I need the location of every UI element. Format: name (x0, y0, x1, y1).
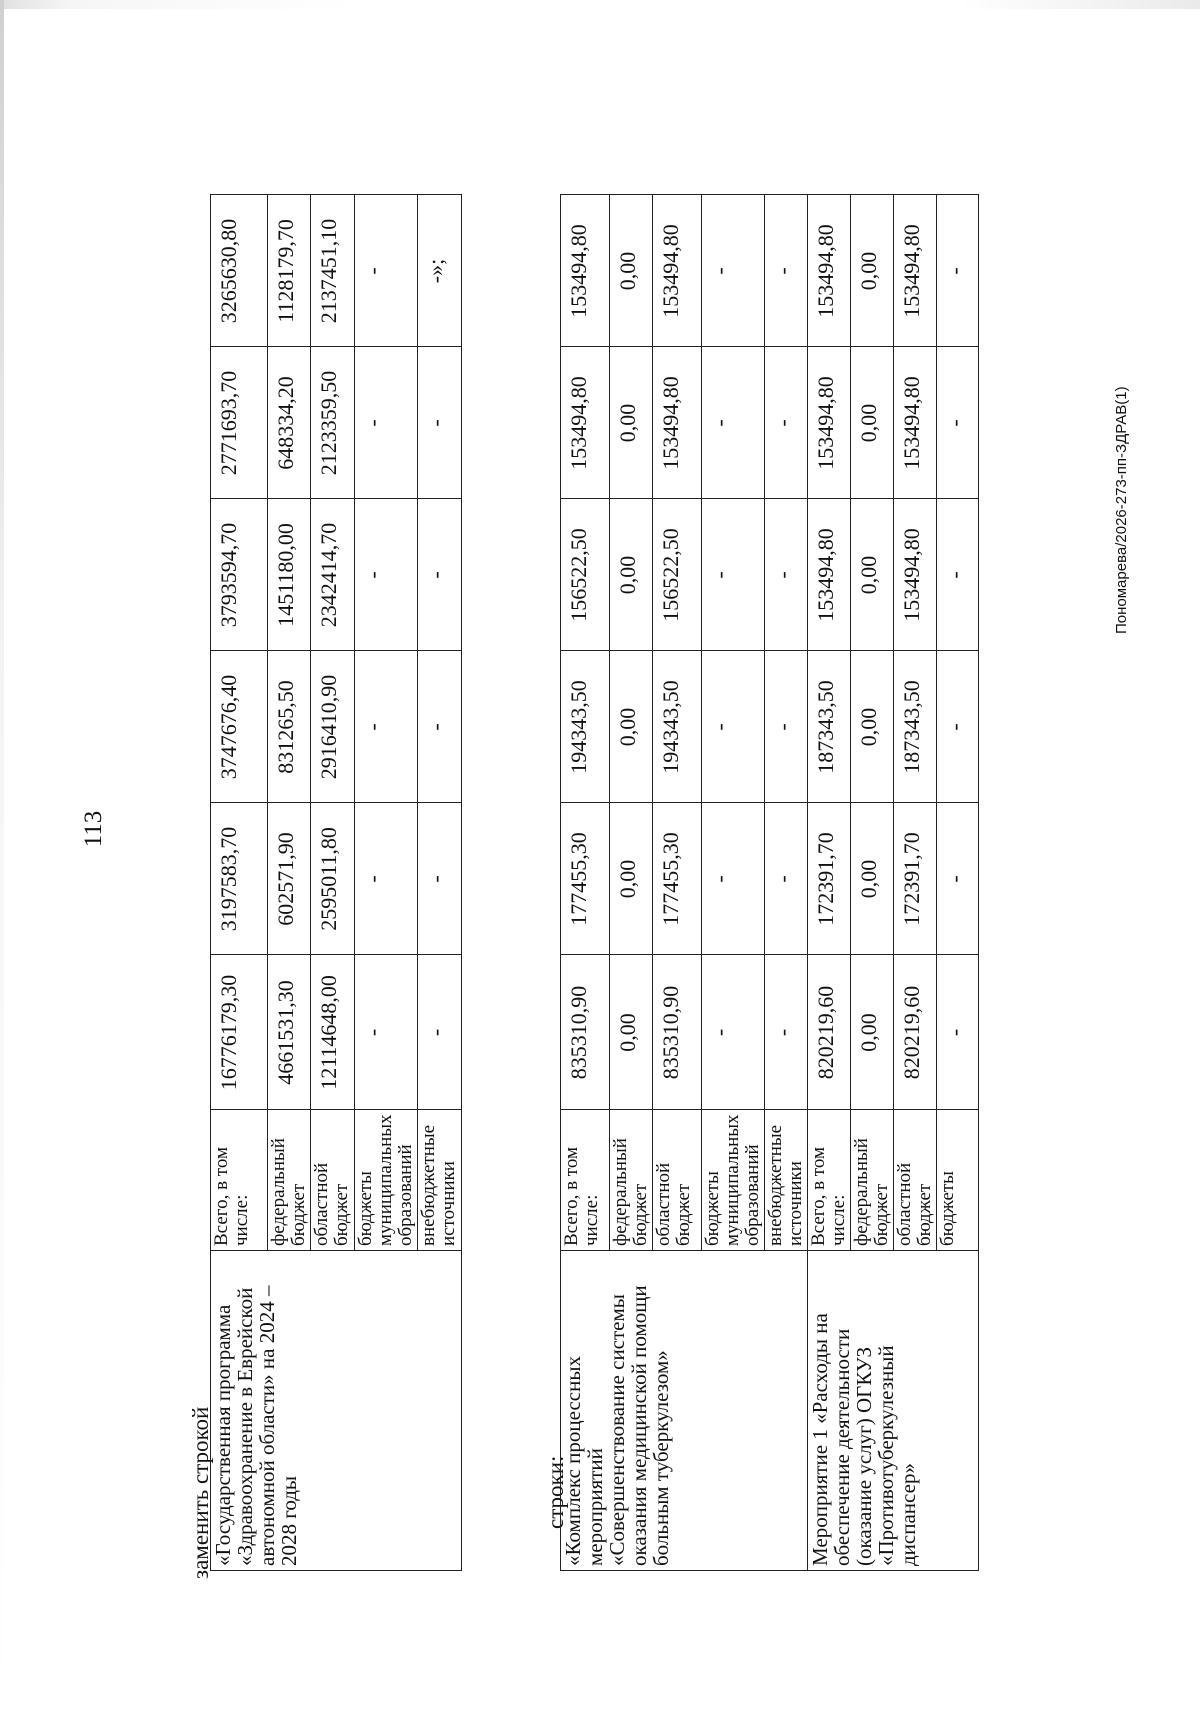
amount-cell: 1451180,00 (268, 499, 311, 651)
amount-cell: 153494,80 (808, 195, 851, 347)
funding-source-cell: бюджеты (937, 1110, 979, 1251)
amount-cell: 153494,80 (894, 195, 937, 347)
table-row (211, 195, 268, 1571)
amount-cell: 1128179,70 (268, 195, 311, 347)
funding-source-cell: областной бюджет (653, 1110, 702, 1251)
funding-source-cell: федеральный бюджет (851, 1110, 894, 1251)
amount-cell: - (702, 499, 765, 651)
amount-cell: - (765, 803, 808, 955)
amount-cell: 187343,50 (894, 651, 937, 803)
amount-cell: 820219,60 (894, 955, 937, 1110)
amount-cell: - (937, 651, 979, 803)
measure-description-cell: Мероприятие 1 «Расходы на обеспечение деятельности (оказание услуг) ОГКУЗ «Противотуберкулезный диспансер» (808, 1251, 979, 1571)
amount-cell: 3265630,80 (211, 195, 268, 347)
amount-cell: 0,00 (610, 347, 653, 499)
amount-cell: 153494,80 (808, 499, 851, 651)
amount-cell: - (702, 803, 765, 955)
amount-cell: 156522,50 (653, 499, 702, 651)
amount-cell: - (765, 347, 808, 499)
amount-cell: 153494,80 (808, 347, 851, 499)
amount-cell: 2123359,50 (311, 347, 355, 499)
amount-cell: 177455,30 (561, 803, 610, 955)
amount-cell: - (937, 803, 979, 955)
amount-cell: 835310,90 (653, 955, 702, 1110)
amount-cell: - (418, 347, 462, 499)
amount-cell: 16776179,30 (211, 955, 268, 1110)
funding-source-cell: Всего, в том числе: (808, 1110, 851, 1251)
amount-cell: 0,00 (610, 195, 653, 347)
amount-cell: 820219,60 (808, 955, 851, 1110)
heading-replace-with-row: заменить строкой (188, 1406, 213, 1579)
amount-cell: - (355, 195, 418, 347)
amount-cell: 3793594,70 (211, 499, 268, 651)
amount-cell: 0,00 (610, 499, 653, 651)
amount-cell: 156522,50 (561, 499, 610, 651)
amount-cell: 177455,30 (653, 803, 702, 955)
amount-cell: 0,00 (851, 195, 894, 347)
amount-cell: 0,00 (851, 347, 894, 499)
amount-cell: - (765, 651, 808, 803)
amount-cell: 153494,80 (894, 347, 937, 499)
amount-cell: - (418, 499, 462, 651)
amount-cell: 602571,90 (268, 803, 311, 955)
document-footer-id: Пономарева/2026-273-пп-ЗДРАВ(1) (1113, 386, 1130, 634)
amount-cell: 153494,80 (653, 347, 702, 499)
amount-cell: - (702, 955, 765, 1110)
amount-cell: - (702, 347, 765, 499)
amount-cell: 4661531,30 (268, 955, 311, 1110)
amount-cell: - (765, 955, 808, 1110)
amount-cell: - (765, 499, 808, 651)
amount-cell: - (765, 195, 808, 347)
amount-cell: 0,00 (610, 651, 653, 803)
amount-cell: - (355, 955, 418, 1110)
amount-cell: - (418, 803, 462, 955)
amount-cell: 0,00 (610, 803, 653, 955)
amount-cell: - (418, 651, 462, 803)
heading-rows: строки: (543, 1455, 568, 1529)
amount-cell: 2916410,90 (311, 651, 355, 803)
complex-funding-table (560, 194, 979, 1571)
table-row (561, 195, 610, 1571)
complex-description-cell: «Комплекс процессных мероприятий «Совершенствование системы оказания медицинской помощи больным туберкулезом» (561, 1251, 808, 1571)
amount-cell: - (355, 651, 418, 803)
amount-cell: - (418, 955, 462, 1110)
amount-cell: 835310,90 (561, 955, 610, 1110)
amount-cell: - (355, 499, 418, 651)
amount-cell: - (702, 651, 765, 803)
amount-cell: 2137451,10 (311, 195, 355, 347)
amount-cell: 153494,80 (561, 195, 610, 347)
funding-source-cell: внебюджетные источники (765, 1110, 808, 1251)
amount-cell: 172391,70 (894, 803, 937, 955)
table-row (808, 195, 851, 1571)
funding-source-cell: внебюджетные источники (418, 1110, 462, 1251)
funding-source-cell: федеральный бюджет (268, 1110, 311, 1251)
amount-cell: -»; (418, 195, 462, 347)
funding-source-cell: бюджеты муниципальных образований (702, 1110, 765, 1251)
amount-cell: 0,00 (851, 651, 894, 803)
funding-source-cell: Всего, в том числе: (211, 1110, 268, 1251)
amount-cell: 12114648,00 (311, 955, 355, 1110)
amount-cell: 831265,50 (268, 651, 311, 803)
amount-cell: 2595011,80 (311, 803, 355, 955)
funding-source-cell: федеральный бюджет (610, 1110, 653, 1251)
funding-source-cell: Всего, в том числе: (561, 1110, 610, 1251)
amount-cell: - (937, 195, 979, 347)
program-funding-table (210, 194, 462, 1571)
amount-cell: 648334,20 (268, 347, 311, 499)
amount-cell: 194343,50 (561, 651, 610, 803)
amount-cell: - (702, 195, 765, 347)
funding-source-cell: областной бюджет (311, 1110, 355, 1251)
amount-cell: 0,00 (851, 499, 894, 651)
amount-cell: 187343,50 (808, 651, 851, 803)
amount-cell: 194343,50 (653, 651, 702, 803)
amount-cell: 2342414,70 (311, 499, 355, 651)
funding-source-cell: бюджеты муниципальных образований (355, 1110, 418, 1251)
funding-source-cell: областной бюджет (894, 1110, 937, 1251)
amount-cell: 153494,80 (894, 499, 937, 651)
amount-cell: 3197583,70 (211, 803, 268, 955)
amount-cell: - (937, 347, 979, 499)
amount-cell: 0,00 (610, 955, 653, 1110)
amount-cell: - (937, 499, 979, 651)
amount-cell: - (355, 803, 418, 955)
amount-cell: 153494,80 (561, 347, 610, 499)
amount-cell: 153494,80 (653, 195, 702, 347)
amount-cell: - (355, 347, 418, 499)
amount-cell: 0,00 (851, 803, 894, 955)
amount-cell: 2771693,70 (211, 347, 268, 499)
program-description-cell: «Государственная программа «Здравоохранение в Еврейской автономной области» на 2024 – 2028 годы (211, 1251, 462, 1571)
page-number: 113 (80, 810, 107, 848)
amount-cell: 0,00 (851, 955, 894, 1110)
amount-cell: - (937, 955, 979, 1110)
amount-cell: 3747676,40 (211, 651, 268, 803)
amount-cell: 172391,70 (808, 803, 851, 955)
